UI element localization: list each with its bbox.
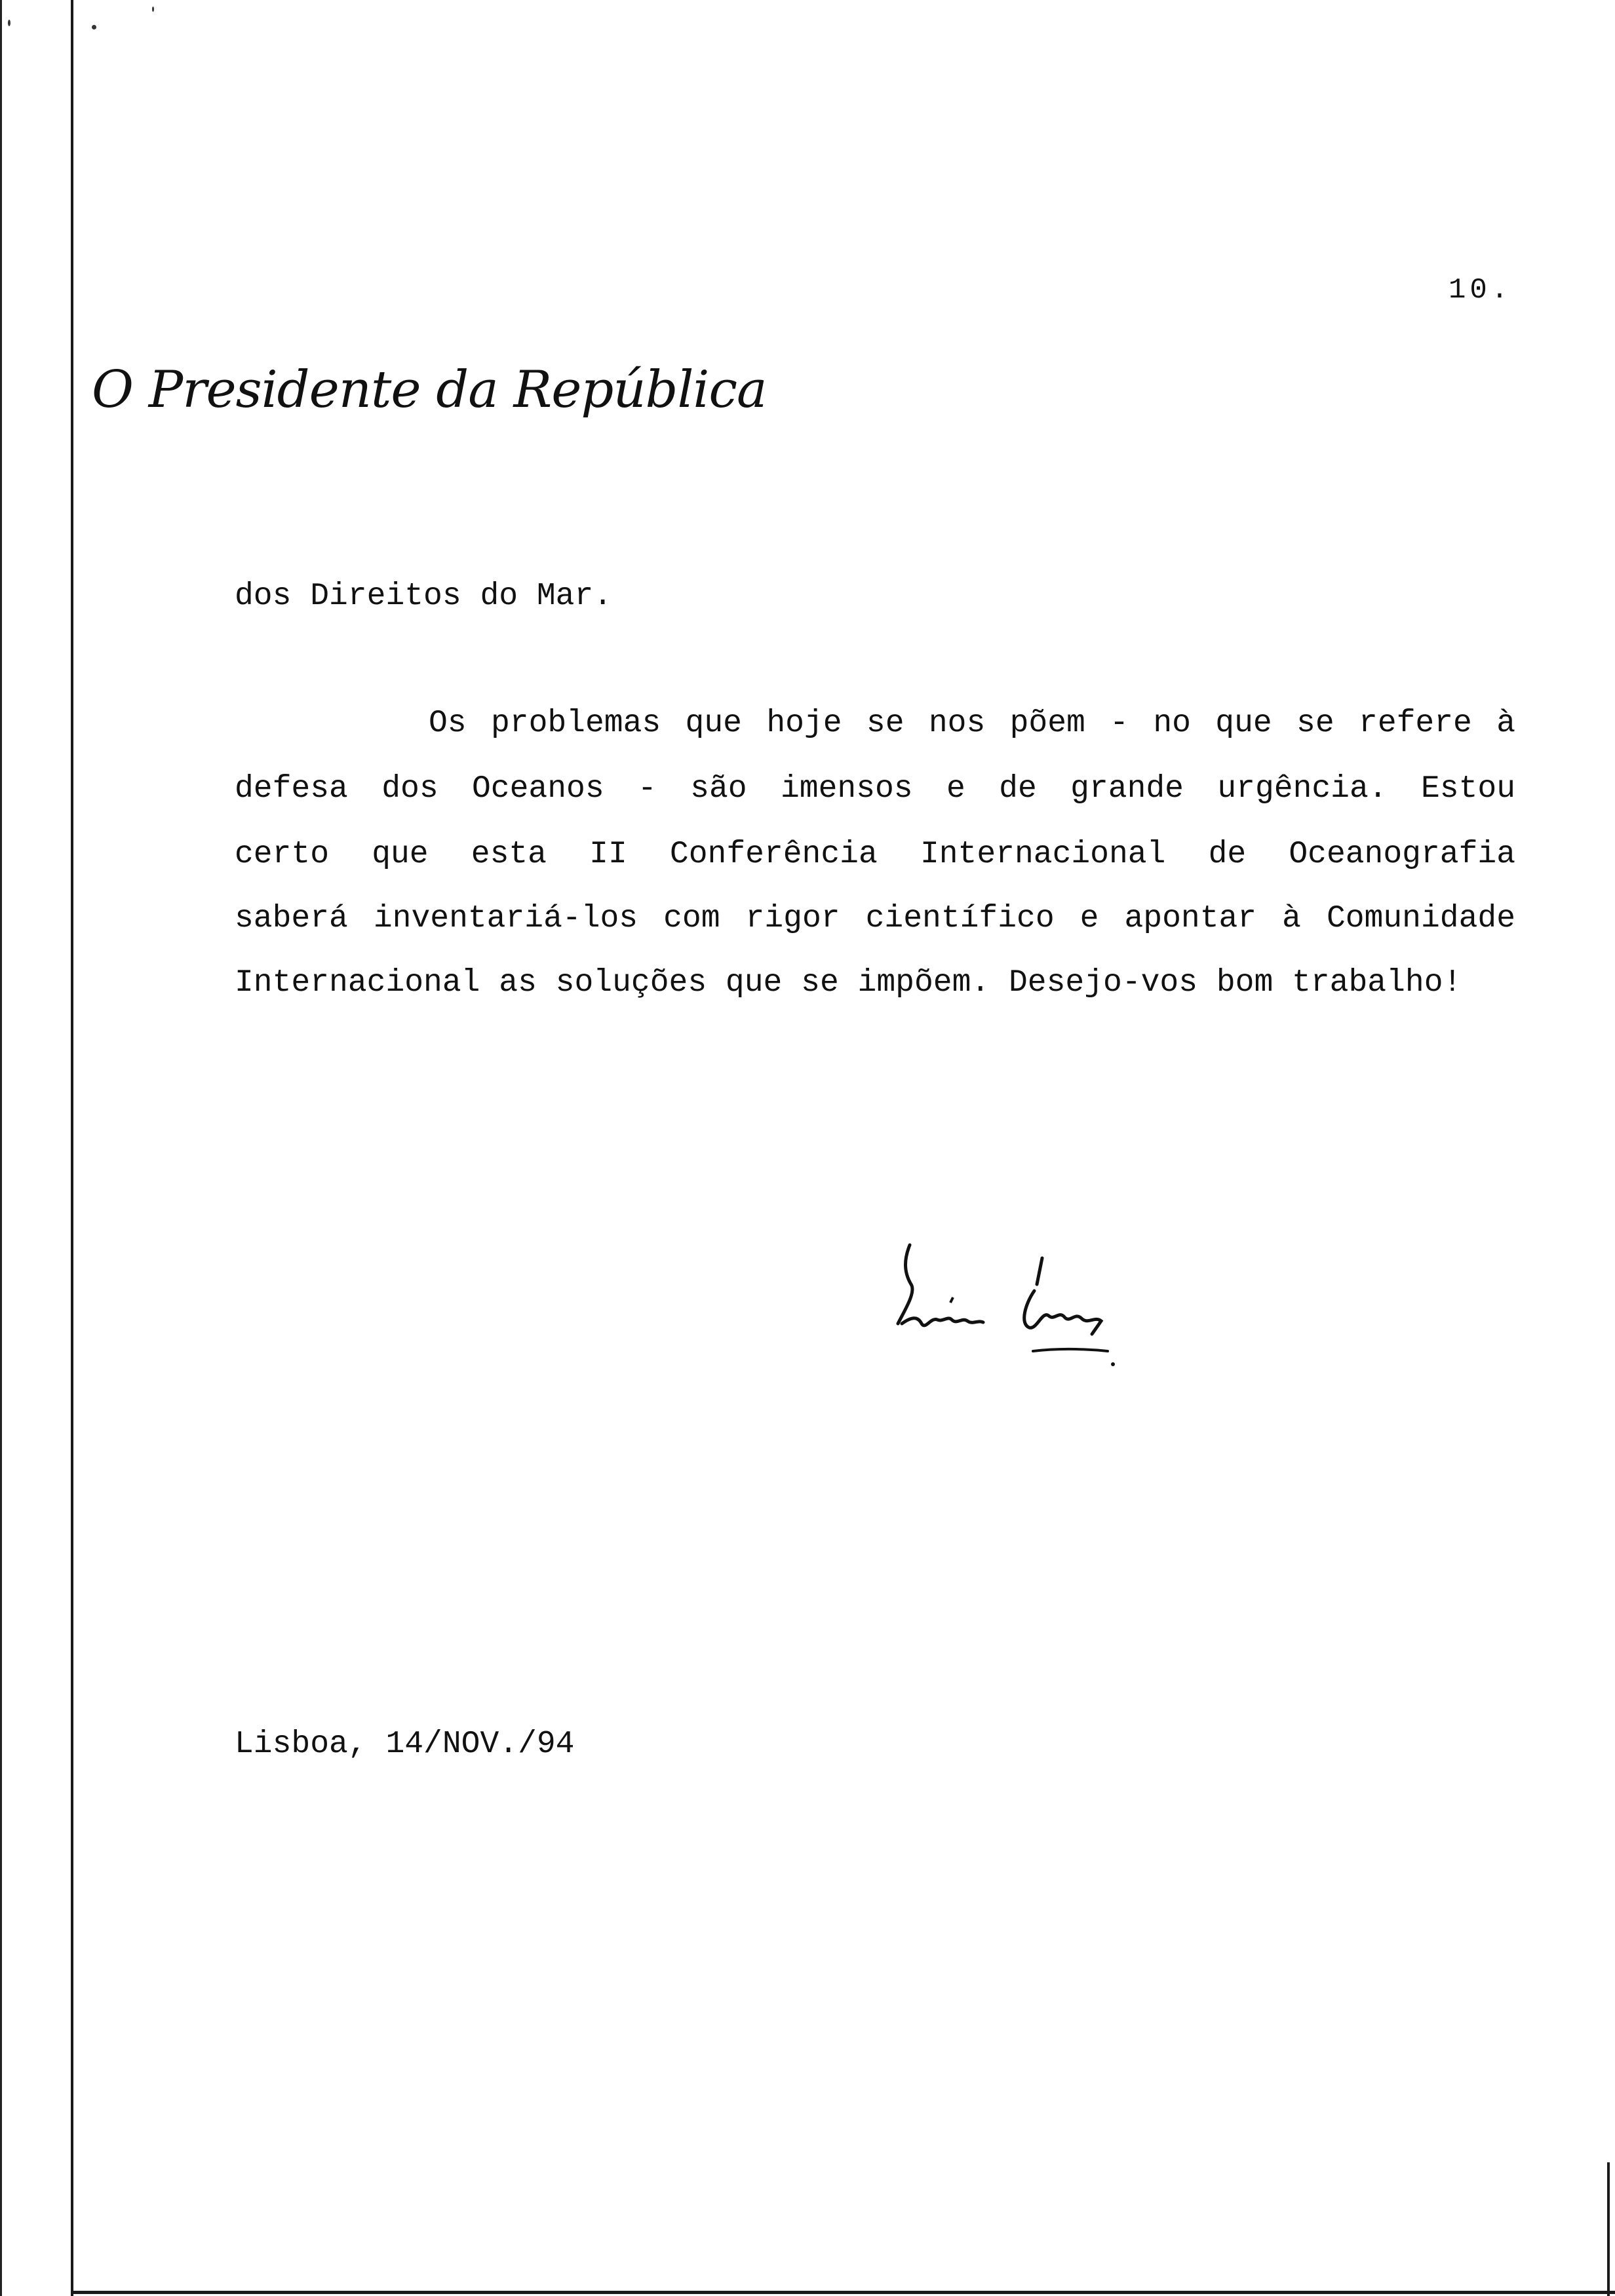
paragraph-line-3: certo que esta II Conferência Internacional de Oceanografia — [235, 837, 1515, 872]
left-margin-rule — [71, 0, 73, 2296]
bottom-margin-rule — [71, 2291, 1615, 2294]
scan-speck — [92, 25, 96, 29]
opening-fragment: dos Direitos do Mar. — [235, 579, 613, 614]
paragraph-line-2: defesa dos Oceanos - são imensos e de grande urgência. Estou — [235, 771, 1515, 807]
signature — [885, 1232, 1160, 1376]
place-date: Lisboa, 14/NOV./94 — [235, 1727, 575, 1762]
letterhead — [92, 347, 767, 439]
paragraph-line-5: Internacional as soluções que se impõem. Desejo-vos bom trabalho! — [235, 965, 1462, 1001]
scan-speck — [152, 7, 154, 12]
scan-speck — [8, 20, 10, 26]
paragraph-line-1: Os problemas que hoje se nos põem - no que se refere à — [429, 706, 1515, 741]
right-edge-rule — [1607, 2162, 1610, 2296]
page-edge-line — [0, 0, 2, 2296]
signature-drawing — [885, 1232, 1160, 1376]
letterhead-title: O Presidente da República — [92, 360, 767, 419]
paragraph-line-4: saberá inventariá-los com rigor científico e apontar à Comunidade — [235, 901, 1515, 936]
page-number: 10. — [1449, 274, 1513, 307]
